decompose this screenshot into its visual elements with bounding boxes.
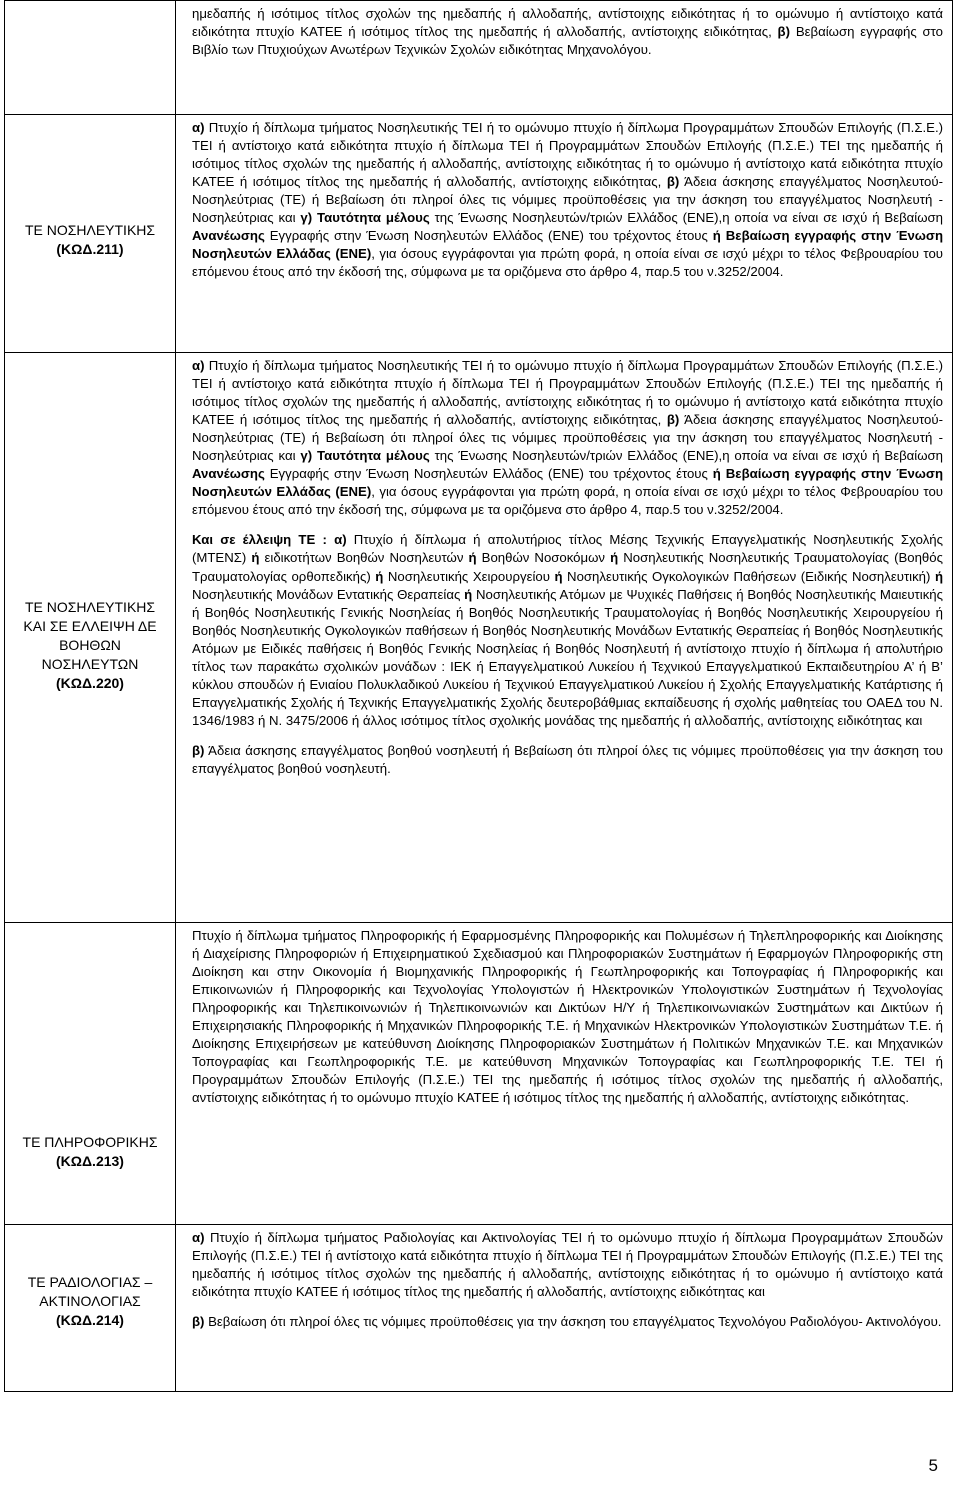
emphasis-text: β): [771, 24, 791, 40]
body-text: Εγγραφής στην Ένωση Νοσηλευτών Ελλάδος (ΕΝΕ) του τρέχοντος έτους: [264, 228, 708, 244]
emphasis-text: ή Βεβαίωση εγγραφής στην Ένωση Νοσηλευτών Ελλάδας (ΕΝΕ): [192, 466, 943, 500]
table-row: [5, 1225, 953, 1392]
body-text: της Ένωσης Νοσηλευτών/τριών Ελλάδος (ΕΝΕ),η οποία να είναι σε ισχύ ή Βεβαίωση: [429, 448, 943, 464]
body-text: Νοσηλευτικής Νοσηλευτικής Τραυματολογίας (Βοηθός Τραυματολογίας ορθοπεδικής): [192, 550, 943, 584]
emphasis-text: β): [192, 742, 205, 758]
body-text: Νοσηλευτικής Χειρουργείου: [383, 568, 550, 584]
requirement-paragraph: [192, 531, 943, 730]
specialty-cell: [5, 115, 176, 353]
body-text: Πτυχίο ή δίπλωμα τμήματος Νοσηλευτικής ΤΕΙ ή το ομώνυμο πτυχίο ή δίπλωμα Προγραμμάτων Σπουδών Επιλογής (Π.Σ.Ε.) ΤΕΙ ή αντίστοιχο κατά ειδικότητα πτυχίο ή δίπλωμα ΤΕΙ ή Προγραμμάτων Σπουδών Επιλογής (Π.Σ.Ε.) ΤΕΙ της ημεδαπής ή ισότιμος τίτλος σχολών της ημεδαπής ή αλλοδαπής, αντίστοιχης ειδικότητας ή το ομώνυμο ή αντίστοιχο κατά ειδικότητα πτυχίο ΚΑΤΕΕ ή ισότιμος τίτλος της ημεδαπής ή αλλοδαπής, αντίστοιχης ειδικότητας,: [192, 358, 943, 428]
emphasis-text: α): [192, 1230, 205, 1245]
emphasis-text: ή: [463, 550, 477, 566]
specialty-code: (ΚΩΔ.220): [56, 675, 124, 691]
emphasis-text: β): [661, 412, 680, 428]
body-text: ειδικοτήτων Βοηθών Νοσηλευτών: [259, 550, 464, 566]
body-text: , για όσους εγγράφονται για πρώτη φορά, η οποία είναι σε ισχύ μέχρι το τέλος Φεβρουαρίου του επόμενου έτους από την έκδοσή της, σύμφωνα με τα οριζόμενα στο άρθρο 4, παρ.5 του ν.3252/2004.: [192, 484, 943, 518]
requirement-paragraph: [192, 357, 943, 519]
specialty-name-line: ΚΑΙ ΣΕ ΕΛΛΕΙΨΗ ΔΕ: [23, 618, 157, 634]
requirement-paragraph: [192, 1229, 943, 1301]
body-text: Πτυχίο ή δίπλωμα τμήματος Πληροφορικής ή Εφαρμοσμένης Πληροφορικής και Πολυμέσων ή Τηλεπληροφορικής και Διοίκησης ή Διαχείρισης Πληροφοριών ή Επιχειρηματικού Σχεδιασμού και Πληροφοριακών Συστημάτων ή Εφαρμογών Πληροφορικής στη Διοίκηση και στην Οικονομία ή Βιομηχανικής Πληροφορικής ή Γεωπληροφορικής και Τοπογραφίας ή Πληροφορικής και Επικοινωνιών ή Πληροφορικής και Τεχνολογίας Υπολογιστών ή Ηλεκτρονικών Υπολογιστικών Συστημάτων ή Τεχνολογίας Πληροφορικής και Τηλεπικοινωνιών ή Τηλεπικοινωνιών και Δικτύων Η/Υ ή Τηλεπικοινωνιακών Συστημάτων και Δικτύων ή Επιχειρησιακής Πληροφορικής ή Μηχανικών Πληροφορικής Τ.Ε. ή Μηχανικών Ηλεκτρονικών Υπολογιστικών Συστημάτων Τ.Ε. ή Διοίκησης Επιχειρήσεων με κατεύθυνση Διοίκησης Πληροφοριακών Συστημάτων ή Πολιτικών Μηχανικών Τ.Ε. και Μηχανικών Τοπογραφίας και Γεωπληροφορικής Τ.Ε. με κατεύθυνση Μηχανικών Τοπογραφίας και Γεωπληροφορικής Τ.Ε. ΤΕΙ ή Προγραμμάτων Σπουδών Επιλογής (Π.Σ.Ε.) ΤΕΙ της ημεδαπής ή ισότιμος τίτλος σχολών της ημεδαπής ή αλλοδαπής, αντίστοιχης ειδικότητας ή το ομώνυμο πτυχίο ΚΑΤΕΕ ή ισότιμος τίτλος της ημεδαπής ή αλλοδαπής, αντίστοιχης ειδικότητας.: [192, 928, 943, 1106]
emphasis-text: ή: [549, 568, 563, 584]
emphasis-text: β): [661, 174, 680, 190]
specialty-name-line: ΤΕ ΝΟΣΗΛΕΥΤΙΚΗΣ: [24, 222, 156, 238]
table-row: [5, 353, 953, 923]
requirements-cell: [176, 923, 953, 1225]
specialty-name-line: ΝΟΣΗΛΕΥΤΩΝ: [41, 656, 139, 672]
specialty-name-line: ΤΕ ΝΟΣΗΛΕΥΤΙΚΗΣ: [24, 599, 156, 615]
body-text: Άδεια άσκησης επαγγέλματος Νοσηλευτού- Νοσηλεύτριας (ΤΕ) ή Βεβαίωση ότι πληροί όλες τις νόμιμες προϋποθέσεις για την άσκηση του επαγγέλματος Νοσηλευτή - Νοσηλεύτριας και: [192, 174, 943, 226]
specialty-code: (ΚΩΔ.213): [56, 1153, 124, 1169]
emphasis-text: ή: [246, 550, 260, 566]
specialty-cell: [5, 1, 176, 115]
requirement-paragraph: [192, 742, 943, 778]
requirement-paragraph: [192, 1313, 943, 1331]
specialty-cell: [5, 1225, 176, 1392]
page-number: 5: [928, 1456, 938, 1475]
emphasis-text: γ) Ταυτότητα μέλους: [295, 210, 430, 226]
body-text: Πτυχίο ή δίπλωμα ή απολυτήριος τίτλος Μέσης Τεχνικής Επαγγελματικής Νοσηλευτικής Σχολής (ΜΤΕΝΣ): [192, 532, 943, 566]
body-text: Άδεια άσκησης επαγγέλματος βοηθού νοσηλευτή ή Βεβαίωση ότι πληροί όλες τις νόμιμες προϋποθέσεις για την άσκηση του επαγγέλματος βοηθού νοσηλευτή.: [192, 742, 943, 776]
table-row: [5, 115, 953, 353]
emphasis-text: Και σε έλλειψη ΤΕ : α): [192, 532, 347, 548]
emphasis-text: Ανανέωσης: [192, 466, 265, 482]
emphasis-text: β): [192, 1314, 205, 1330]
emphasis-text: α): [192, 358, 205, 373]
specialty-name-line: ΒΟΗΘΩΝ: [59, 637, 121, 653]
table-row: [5, 1, 953, 115]
body-text: Νοσηλευτικής Μονάδων Εντατικής Θεραπείας: [192, 586, 461, 602]
requirement-paragraph: [192, 927, 943, 1107]
specialty-code: (ΚΩΔ.211): [56, 241, 124, 257]
requirements-cell: [176, 1225, 953, 1392]
emphasis-text: γ) Ταυτότητα μέλους: [295, 448, 430, 464]
qualifications-table: [4, 0, 953, 1392]
emphasis-text: α): [192, 120, 205, 135]
specialty-cell: [5, 923, 176, 1225]
specialty-cell: [5, 353, 176, 923]
emphasis-text: ή: [605, 550, 619, 566]
specialty-label: [5, 1123, 175, 1171]
specialty-name-line: ΤΕ ΡΑΔΙΟΛΟΓΙΑΣ –: [27, 1274, 153, 1290]
emphasis-text: ή: [460, 586, 473, 602]
requirements-cell: [176, 1, 953, 115]
body-text: Πτυχίο ή δίπλωμα τμήματος Ραδιολογίας και Ακτινολογίας ΤΕΙ ή το ομώνυμο πτυχίο ή δίπλωμα Προγραμμάτων Σπουδών Επιλογής (Π.Σ.Ε.) ΤΕΙ ή αντίστοιχο κατά ειδικότητα πτυχίο ή δίπλωμα ΤΕΙ ή Προγραμμάτων Σπουδών Επιλογής (Π.Σ.Ε.) ΤΕΙ της ημεδαπής ή ισότιμος τίτλος σχολών της ημεδαπής ή αλλοδαπής, αντίστοιχης ειδικότητας ή το ομώνυμο ή αντίστοιχο κατά ειδικότητα πτυχίο ΚΑΤΕΕ ή ισότιμος τίτλος της ημεδαπής ή αλλοδαπής, αντίστοιχης ειδικότητας και: [192, 1230, 943, 1300]
emphasis-text: ή Βεβαίωση εγγραφής στην Ένωση Νοσηλευτών Ελλάδας (ΕΝΕ): [192, 228, 943, 262]
body-text: , για όσους εγγράφονται για πρώτη φορά, η οποία είναι σε ισχύ μέχρι το τέλος Φεβρουαρίου του επόμενου έτους από την έκδοσή της, σύμφωνα με τα οριζόμενα στο άρθρο 4, παρ.5 του ν.3252/2004.: [192, 246, 943, 280]
emphasis-text: ή: [370, 568, 384, 584]
specialty-name-line: ΑΚΤΙΝΟΛΟΓΙΑΣ: [39, 1293, 141, 1309]
body-text: Πτυχίο ή δίπλωμα τμήματος Νοσηλευτικής ΤΕΙ ή το ομώνυμο πτυχίο ή δίπλωμα Προγραμμάτων Σπουδών Επιλογής (Π.Σ.Ε.) ΤΕΙ ή αντίστοιχο κατά ειδικότητα πτυχίο ή δίπλωμα ΤΕΙ ή Προγραμμάτων Σπουδών Επιλογής (Π.Σ.Ε.) ΤΕΙ της ημεδαπής ή ισότιμος τίτλος σχολών της ημεδαπής ή αλλοδαπής, αντίστοιχης ειδικότητας ή το ομώνυμο ή αντίστοιχο κατά ειδικότητα πτυχίο ΚΑΤΕΕ ή ισότιμος τίτλος της ημεδαπής ή αλλοδαπής, αντίστοιχης ειδικότητας,: [192, 120, 943, 190]
specialty-code: (ΚΩΔ.214): [56, 1312, 124, 1328]
body-text: Βεβαίωση ότι πληροί όλες τις νόμιμες προϋποθέσεις για την άσκηση του επαγγέλματος Τεχνολόγου Ραδιολόγου- Ακτινολόγου.: [204, 1314, 942, 1330]
body-text: Νοσηλευτικής Ατόμων με Ψυχικές Παθήσεις ή Βοηθός Νοσηλευτικής Μαιευτικής ή Βοηθός Νοσηλευτικής Γενικής Νοσηλείας ή Βοηθός Νοσηλευτικής Τραυματολογίας ή Βοηθός Νοσηλευτικής Χειρουργείου ή Βοηθός Νοσηλευτικής Ογκολογικών παθήσεων ή Βοηθός Νοσηλευτικής Μονάδων Εντατικής Θεραπείας ή Βοηθός Νοσηλευτικής Ατόμων με Ειδικές παθήσεις ή Βοηθός Γενικής Νοσηλείας ή Βοηθός Νοσηλευτή ή αντίστοιχο πτυχίο ή δίπλωμα ή απολυτήριο τίτλος των παρακάτω σχολικών μονάδων : ΙΕΚ ή Επαγγελματικού Λυκείου ή Τεχνικού Επαγγελματικού Εκπαιδευτηρίου Α’ ή Β’ κύκλου σπουδών ή Ενιαίου Πολυκλαδικού Λυκείου ή Τεχνικού Επαγγελματικού Λυκείου ή Σχολής Επαγγελματικής Κατάρτισης ή Επαγγελματικής Σχολής ή Τεχνικής Επαγγελματικής Σχολής δευτεροβάθμιας εκπαίδευσης ή σχολής μαθητείας του ΟΑΕΔ του Ν. 1346/1983 ή Ν. 3475/2006 ή άλλος ισότιμος τίτλος σχολικής μονάδας της ημεδαπής ή αλλοδαπής, αντίστοιχης ειδικότητας και: [192, 586, 943, 728]
requirements-cell: [176, 115, 953, 353]
specialty-name-line: ΤΕ ΠΛΗΡΟΦΟΡΙΚΗΣ: [22, 1134, 158, 1150]
body-text: Νοσηλευτικής Ογκολογικών Παθήσεων (Ειδικής Νοσηλευτική): [562, 568, 931, 584]
emphasis-text: Ανανέωσης: [192, 228, 265, 244]
emphasis-text: ή: [930, 568, 944, 584]
body-text: Βεβαίωση εγγραφής στο Βιβλίο των Πτυχιούχων Ανωτέρων Τεχνικών Σχολών ειδικότητας Μηχανολόγου.: [192, 24, 944, 58]
requirement-paragraph: [192, 5, 943, 59]
body-text: Εγγραφής στην Ένωση Νοσηλευτών Ελλάδος (ΕΝΕ) του τρέχοντος έτους: [264, 466, 708, 482]
specialty-label: [5, 211, 175, 259]
body-text: της Ένωσης Νοσηλευτών/τριών Ελλάδος (ΕΝΕ),η οποία να είναι σε ισχύ ή Βεβαίωση: [429, 210, 943, 226]
requirement-paragraph: [192, 119, 943, 281]
body-text: ημεδαπής ή ισότιμος τίτλος σχολών της ημεδαπής ή αλλοδαπής, αντίστοιχης ειδικότητας ή το ομώνυμο ή αντίστοιχο κατά ειδικότητα πτυχίο ΚΑΤΕΕ ή ισότιμος τίτλος της ημεδαπής ή αλλοδαπής, αντίστοιχης ειδικότητας,: [192, 6, 943, 40]
body-text: Άδεια άσκησης επαγγέλματος Νοσηλευτού- Νοσηλεύτριας (ΤΕ) ή Βεβαίωση ότι πληροί όλες τις νόμιμες προϋποθέσεις για την άσκηση του επαγγέλματος Νοσηλευτή - Νοσηλεύτριας και: [192, 412, 943, 464]
specialty-label: [5, 588, 175, 693]
requirements-cell: [176, 353, 953, 923]
specialty-label: [5, 1263, 175, 1330]
table-row: [5, 923, 953, 1225]
body-text: Βοηθών Νοσοκόμων: [476, 550, 606, 566]
